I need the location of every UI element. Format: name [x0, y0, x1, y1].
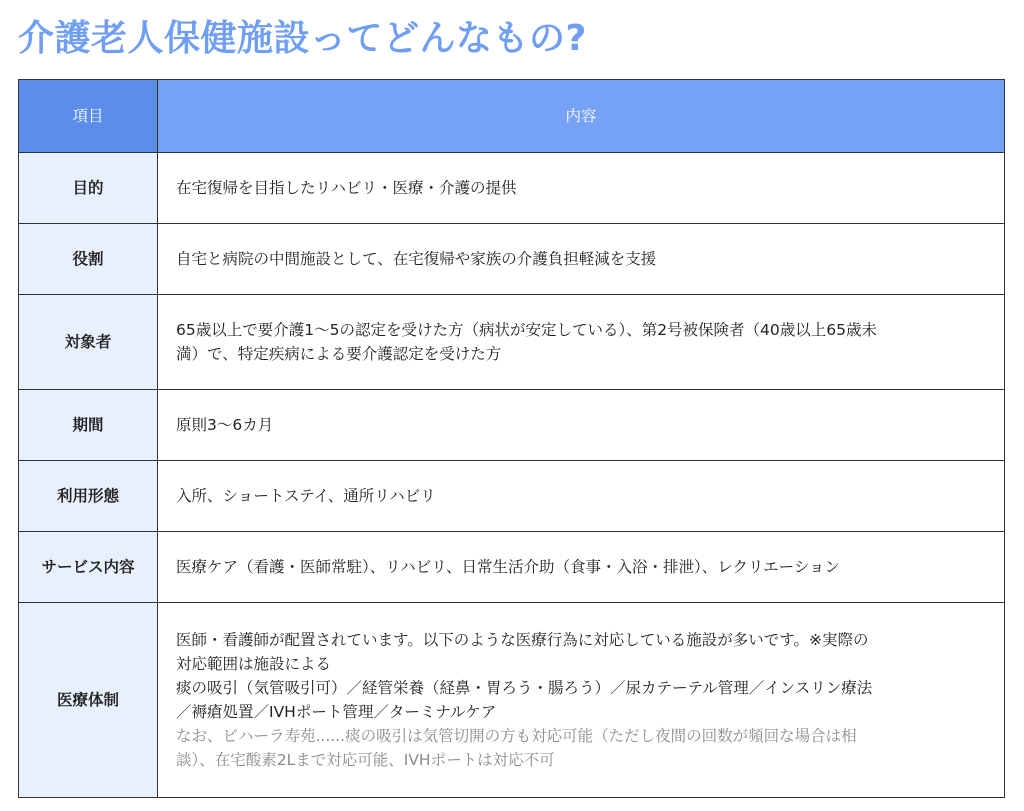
row-text-line: 65歳以上で要介護1〜5の認定を受けた方（病状が安定している）、第2号被保険者（40歳以上65歳未 — [176, 321, 878, 339]
table-row-target — [19, 295, 1005, 390]
row-label-period: 期間 — [19, 390, 158, 461]
row-text-line: 医療ケア（看護・医師常駐）、リハビリ、日常生活介助（食事・入浴・排泄）、レクリエーション — [176, 558, 841, 576]
row-label-medical-system: 医療体制 — [19, 603, 158, 798]
row-note-line: なお、ビハーラ寿苑......痰の吸引は気管切開の方も対応可能（ただし夜間の回数が頻回な場合は相 — [176, 727, 857, 745]
row-text-line: ／褥瘡処置／IVHポート管理／ターミナルケア — [176, 703, 497, 721]
row-value-role — [158, 224, 1005, 295]
row-text-line: 満）で、特定疾病による要介護認定を受けた方 — [176, 345, 502, 363]
row-text-line: 入所、ショートステイ、通所リハビリ — [176, 487, 436, 505]
table-header-row — [19, 80, 1005, 153]
care-facility-info-table — [18, 79, 1005, 798]
row-text-line: 原則3〜6カ月 — [176, 416, 274, 434]
row-text-line: 痰の吸引（気管吸引可）／経管栄養（経鼻・胃ろう・腸ろう）／尿カテーテル管理／インスリン療法 — [176, 679, 873, 697]
row-label-purpose: 目的 — [19, 153, 158, 224]
row-value-purpose — [158, 153, 1005, 224]
row-text-line: 在宅復帰を目指したリハビリ・医療・介護の提供 — [176, 179, 517, 197]
row-text-line: 医師・看護師が配置されています。以下のような医療行為に対応している施設が多いです。※実際の — [176, 631, 869, 649]
table-row-services — [19, 532, 1005, 603]
row-note-line: 談）、在宅酸素2Lまで対応可能、IVHポートは対応不可 — [176, 751, 555, 769]
header-item: 項目 — [19, 80, 158, 153]
header-content: 内容 — [158, 80, 1005, 153]
row-label-target: 対象者 — [19, 295, 158, 390]
table-row-purpose — [19, 153, 1005, 224]
row-label-role: 役割 — [19, 224, 158, 295]
row-value-target — [158, 295, 1005, 390]
row-label-services: サービス内容 — [19, 532, 158, 603]
row-text-line: 自宅と病院の中間施設として、在宅復帰や家族の介護負担軽減を支援 — [176, 250, 657, 268]
row-value-services — [158, 532, 1005, 603]
row-value-usage-type — [158, 461, 1005, 532]
table-row-period — [19, 390, 1005, 461]
table-row-medical-system — [19, 603, 1005, 798]
page-title: 介護老人保健施設ってどんなもの? — [18, 18, 587, 59]
row-text-line: 対応範囲は施設による — [176, 655, 332, 673]
row-label-usage-type: 利用形態 — [19, 461, 158, 532]
table-row-usage-type — [19, 461, 1005, 532]
row-value-period — [158, 390, 1005, 461]
table-row-role — [19, 224, 1005, 295]
row-value-medical-system — [158, 603, 1005, 798]
